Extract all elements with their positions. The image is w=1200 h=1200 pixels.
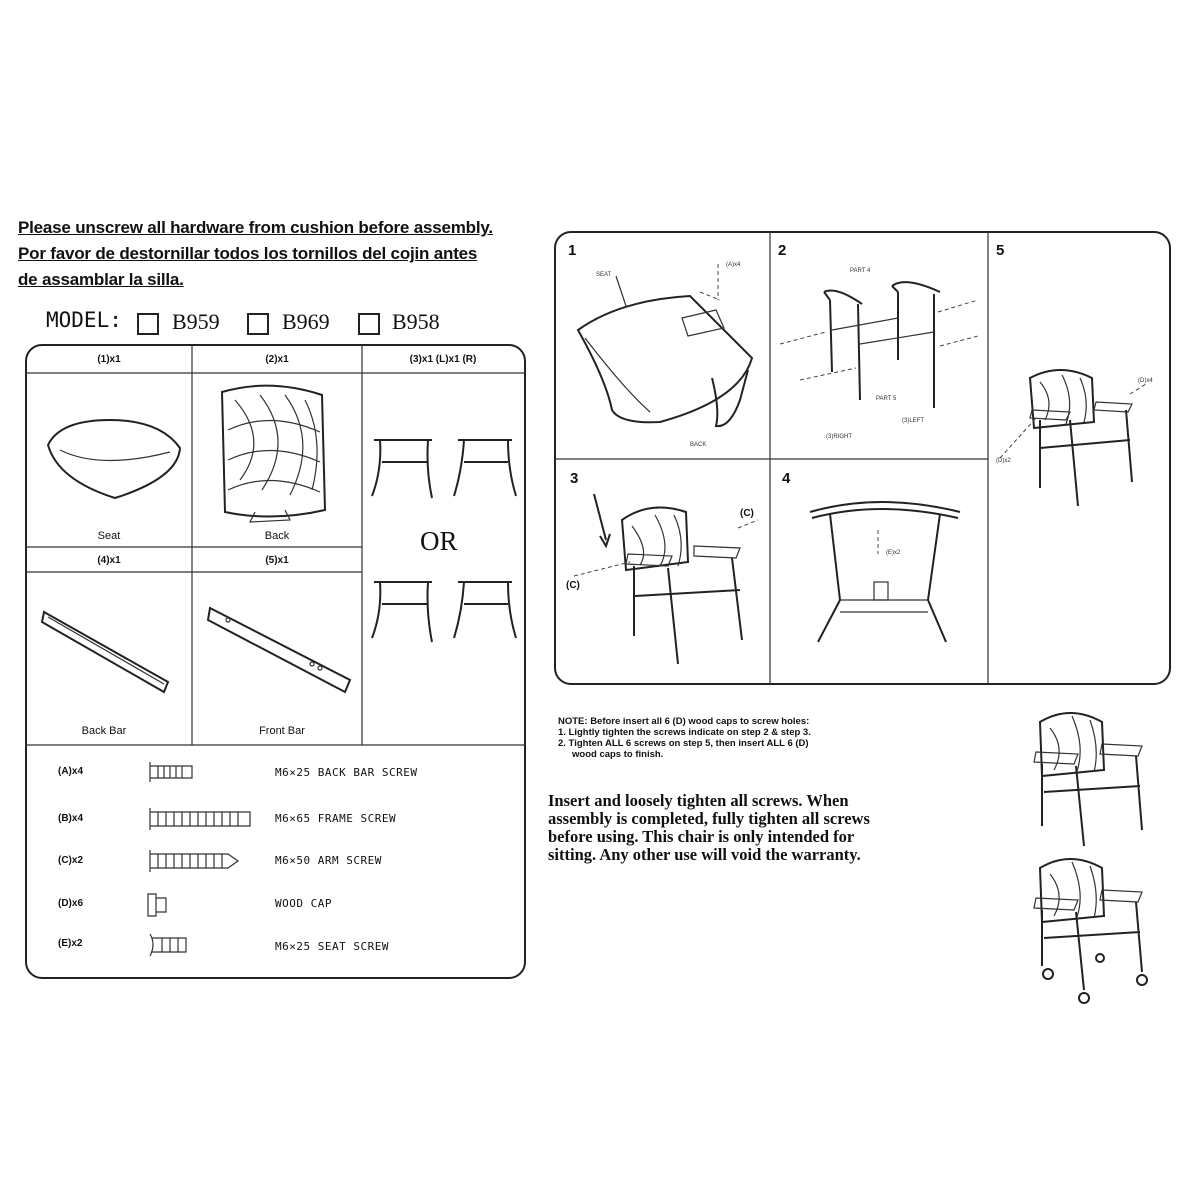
step-5-cap-label-2: (D)x2 xyxy=(996,458,1011,464)
hardware-d-desc: WOOD CAP xyxy=(275,897,332,910)
model-option-b969: B969 xyxy=(282,309,330,334)
back-cushion-drawing xyxy=(222,386,325,522)
long-screw-icon xyxy=(150,808,250,830)
instruction-header-es-1: Por favor de destornillar todos los tornillos del cojin antes xyxy=(18,244,478,263)
step-1-back-label: BACK xyxy=(690,442,707,448)
finished-chair-casters-drawing xyxy=(1034,859,1147,1003)
hardware-b-code: (B)x4 xyxy=(58,813,84,824)
step-4-screw-label: (E)x2 xyxy=(886,550,901,556)
warning-line-4: sitting. Any other use will void the warranty. xyxy=(548,845,861,864)
step-2-number: 2 xyxy=(778,242,787,259)
hardware-a-desc: M6×25 BACK BAR SCREW xyxy=(275,766,418,779)
hardware-a-code: (A)x4 xyxy=(58,766,84,777)
short-screw-icon xyxy=(150,762,192,782)
part-1-qty: (1)x1 xyxy=(97,354,121,365)
seat-cushion-drawing xyxy=(48,420,180,498)
step-2-left-label: (3)LEFT xyxy=(902,418,925,424)
step-2-part4-label: PART 4 xyxy=(850,268,871,274)
part-4-qty: (4)x1 xyxy=(97,555,121,566)
step-2-part5-label: PART 5 xyxy=(876,396,897,402)
hardware-e-desc: M6×25 SEAT SCREW xyxy=(275,940,389,953)
assembly-note xyxy=(558,716,811,760)
step-3-c-label-right: (C) xyxy=(740,508,754,519)
back-bar-drawing xyxy=(42,612,168,692)
step-5-drawing xyxy=(1000,370,1146,506)
note-line-1: NOTE: Before insert all 6 (D) wood caps to screw holes: xyxy=(558,716,810,727)
part-2-name: Back xyxy=(264,530,290,542)
warning-line-1: Insert and loosely tighten all screws. When xyxy=(548,791,849,810)
steps-panel-border xyxy=(555,232,1170,684)
hardware-c-code: (C)x2 xyxy=(58,855,84,866)
step-1-drawing xyxy=(578,264,752,426)
model-option-b959: B959 xyxy=(172,309,220,334)
model-checkbox-b969[interactable] xyxy=(247,313,269,335)
warning-line-2: assembly is completed, fully tighten all screws xyxy=(548,809,870,828)
note-line-3: 2. Tighten ALL 6 screws on step 5, then insert ALL 6 (D) xyxy=(558,738,809,749)
part-3-qty: (3)x1 (L)x1 (R) xyxy=(409,354,477,365)
part-2-qty: (2)x1 xyxy=(265,354,289,365)
hardware-d-code: (D)x6 xyxy=(58,898,84,909)
note-line-4: wood caps to finish. xyxy=(572,749,664,760)
hardware-e-code: (E)x2 xyxy=(58,938,83,949)
step-1-screw-label: (A)x4 xyxy=(726,262,741,268)
model-option-b958: B958 xyxy=(392,309,440,334)
part-5-name: Front Bar xyxy=(259,725,305,737)
step-1-number: 1 xyxy=(568,242,577,259)
step-5-cap-label-1: (D)x4 xyxy=(1138,378,1153,384)
part-4-name: Back Bar xyxy=(81,725,127,737)
model-checkbox-b958[interactable] xyxy=(358,313,380,335)
step-5-number: 5 xyxy=(996,242,1005,259)
parts-panel-border xyxy=(26,345,525,978)
wood-cap-icon xyxy=(148,894,166,916)
warranty-warning xyxy=(548,792,968,864)
part-5-qty: (5)x1 xyxy=(265,555,289,566)
instruction-header-es-2: de assamblar la silla. xyxy=(18,270,184,289)
model-label: MODEL: xyxy=(46,308,122,332)
step-2-drawing xyxy=(780,282,978,408)
step-4-number: 4 xyxy=(782,470,791,487)
part-1-name: Seat xyxy=(97,530,121,542)
model-checkbox-b959[interactable] xyxy=(137,313,159,335)
step-3-drawing xyxy=(574,494,758,664)
step-2-right-label: (3)RIGHT xyxy=(826,434,852,440)
step-3-c-label-left: (C) xyxy=(566,580,580,591)
step-1-seat-label: SEAT xyxy=(596,272,612,278)
note-line-2: 1. Lightly tighten the screws indicate on step 2 & step 3. xyxy=(558,727,811,738)
finished-chair-drawing xyxy=(1034,713,1142,846)
hardware-b-desc: M6×65 FRAME SCREW xyxy=(275,812,397,825)
seat-screw-icon xyxy=(150,934,186,956)
front-bar-drawing xyxy=(208,608,350,692)
hardware-c-desc: M6×50 ARM SCREW xyxy=(275,854,382,867)
wood-screw-icon xyxy=(150,850,238,872)
instruction-header-en: Please unscrew all hardware from cushion before assembly. xyxy=(18,218,493,237)
or-label: OR xyxy=(420,526,458,556)
step-3-number: 3 xyxy=(570,470,579,487)
step-4-drawing xyxy=(810,502,960,642)
warning-line-3: before using. This chair is only intended for xyxy=(548,827,855,846)
